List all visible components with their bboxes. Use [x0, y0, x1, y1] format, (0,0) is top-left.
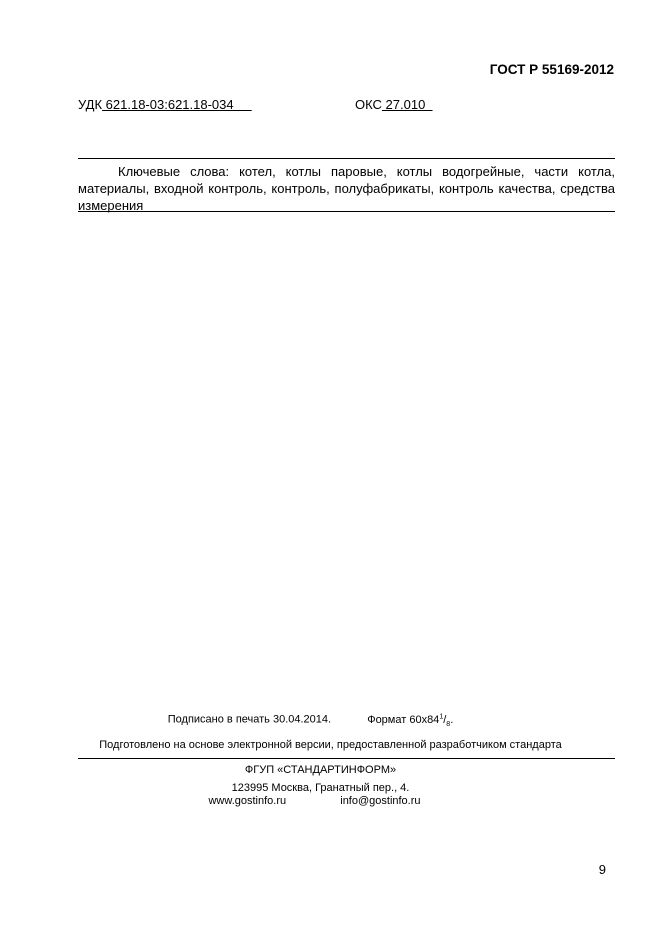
udk-code [78, 97, 252, 112]
keywords-top-rule [78, 158, 615, 159]
prepared-note: Подготовлено на основе электронной версии, предоставленной разработчиком стандарта [99, 739, 562, 751]
paper-format: Формат $60х84^1/_8$. [367, 713, 454, 728]
oks-value: 27.010 [381, 97, 433, 112]
publisher-contacts [0, 795, 645, 807]
signed-date: Подписано в печать 30.04.2014. [167, 713, 332, 726]
website-link[interactable]: www.gostinfo.ru [208, 795, 287, 807]
oks-label: ОКС [355, 97, 382, 112]
imprint-rule [78, 758, 615, 759]
keywords-paragraph: Ключевые слова: котел, котлы паровые, котлы водогрейные, части котла, материалы, входной контроль, контроль, полуфабрикаты, контроль качества, средства измерения [78, 164, 615, 213]
udk-value: 621.18-03:621.18-034 [102, 97, 252, 112]
udk-label: УДК [78, 97, 103, 112]
page-number: 9 [598, 862, 606, 877]
email-link[interactable]: info@gostinfo.ru [340, 795, 421, 807]
oks-code [355, 97, 433, 112]
publisher-name: ФГУП «СТАНДАРТИНФОРМ» [244, 764, 397, 776]
standard-number: ГОСТ Р 55169-2012 [489, 62, 614, 77]
keywords-bottom-rule [78, 211, 615, 212]
print-info-line [0, 713, 661, 728]
publisher-address: 123995 Москва, Гранатный пер., 4. [231, 782, 410, 794]
